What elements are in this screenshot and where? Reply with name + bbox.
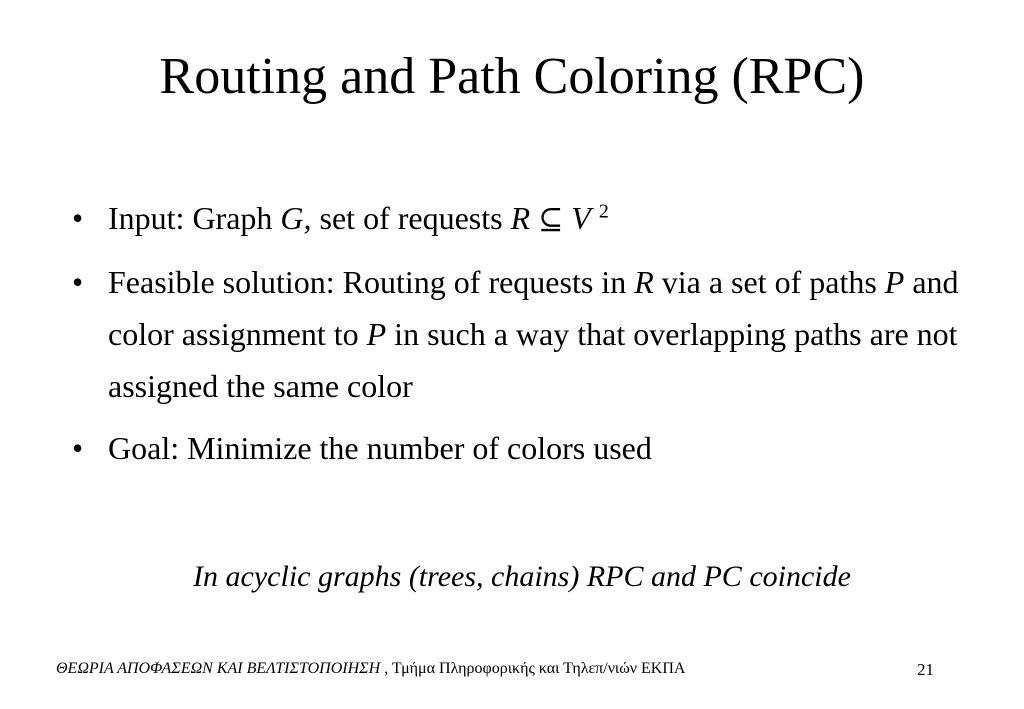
feasible-text-rest: in such a way that overlapping paths are not assigned the same color <box>108 316 958 404</box>
slide-title: Routing and Path Coloring (RPC) <box>159 48 865 105</box>
bullet-dot-icon: • <box>72 430 84 466</box>
bullet-goal <box>72 422 972 474</box>
acyclic-note: In acyclic graphs (trees, chains) RPC and PC coincide <box>193 560 851 593</box>
footer-course <box>56 660 685 678</box>
bullet-input-mid: set of requests <box>311 200 511 236</box>
footer-department: Τμήμα Πληροφορικής και Τηλεπ/νιών ΕΚΠΑ <box>391 660 686 677</box>
requests-symbol: R <box>510 200 531 236</box>
bullet-dot-icon: • <box>72 264 84 300</box>
paths-symbol: P <box>366 316 387 352</box>
bullet-input <box>72 192 972 246</box>
requests-symbol: R <box>634 264 654 300</box>
page-number: 21 <box>917 660 934 679</box>
exponent: 2 <box>598 200 609 223</box>
bullet-input-prefix: Input: Graph <box>108 200 281 236</box>
bullet-dot-icon: • <box>72 200 84 236</box>
graph-symbol: G, <box>280 200 312 236</box>
paths-symbol: P <box>884 264 905 300</box>
goal-text: Goal: Minimize the number of colors used <box>108 430 652 466</box>
feasible-text-a: Feasible solution: Routing of requests in <box>108 264 635 300</box>
bullet-list <box>72 192 972 484</box>
bullet-feasible <box>72 256 972 412</box>
feasible-text-mid: and color assignment to <box>108 264 959 352</box>
subset-symbol: ⊆ <box>538 202 564 237</box>
footer-course-title: ΘΕΩΡΙΑ ΑΠΟΦΑΣΕΩΝ ΚΑΙ ΒΕΛΤΙΣΤΟΠΟΙΗΣΗ , <box>56 660 389 677</box>
feasible-text-b: via a set of paths <box>653 264 885 300</box>
vertex-set-symbol: V <box>571 200 591 236</box>
